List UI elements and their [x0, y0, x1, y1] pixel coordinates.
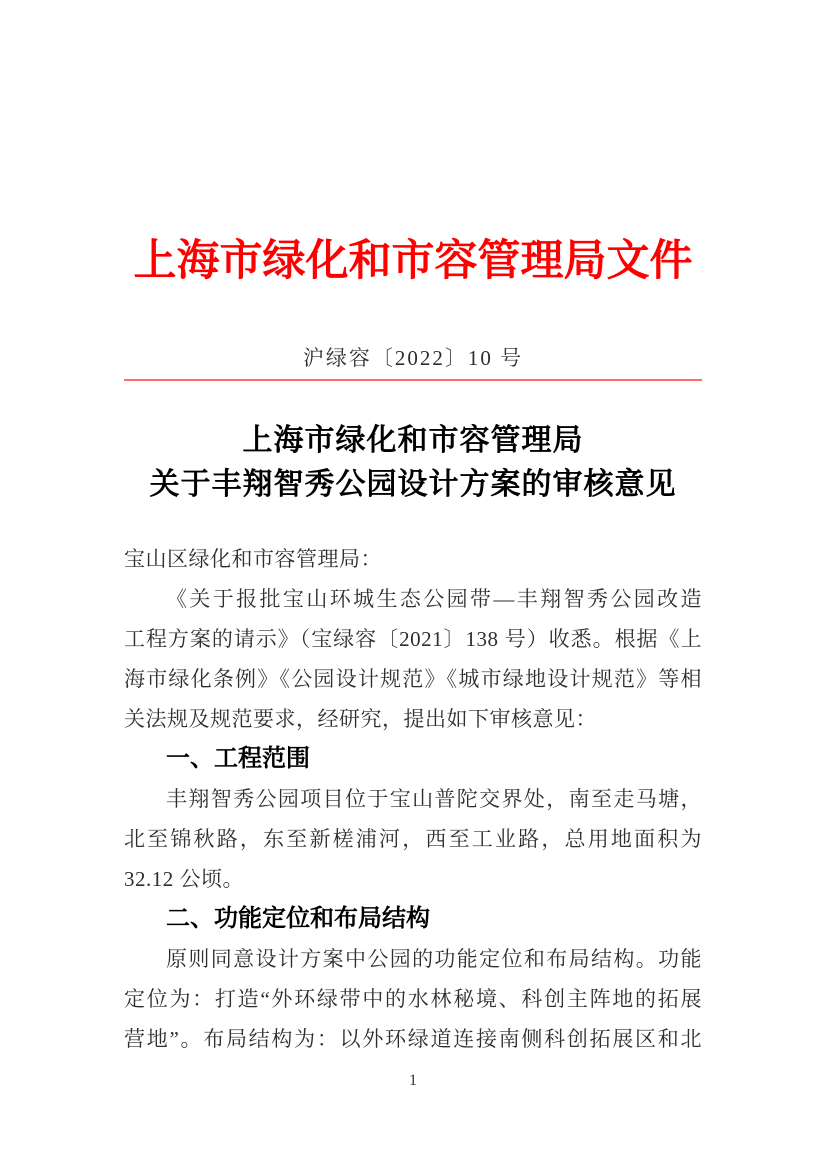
- document-body: [124, 539, 702, 1059]
- document-number: 沪绿容〔2022〕10 号: [302, 346, 524, 370]
- document-title-line1: 上海市绿化和市容管理局: [242, 424, 584, 457]
- body-line: 北至锦秋路，东至新槎浦河，西至工业路，总用地面积为: [124, 827, 702, 851]
- body-line: 关法规及规范要求，经研究，提出如下审核意见：: [124, 707, 597, 731]
- body-line: 32.12 公顷。: [124, 867, 244, 891]
- section-heading-1: 一、工程范围: [166, 745, 310, 772]
- body-line: 《关于报批宝山环城生态公园带—丰翔智秀公园改造: [166, 587, 702, 611]
- page-number: 1: [409, 1072, 417, 1089]
- body-line: 营地”。布局结构为：以外环绿道连接南侧科创拓展区和北: [124, 1027, 702, 1051]
- section-heading-2: 二、功能定位和布局结构: [166, 905, 430, 932]
- body-line: 海市绿化条例》《公园设计规范》《城市绿地设计规范》等相: [124, 667, 702, 691]
- salutation-line: 宝山区绿化和市容管理局：: [124, 547, 382, 571]
- body-line: 丰翔智秀公园项目位于宝山普陀交界处，南至走马塘，: [166, 787, 702, 811]
- body-line: 工程方案的请示》（宝绿容〔2021〕138 号）收悉。根据《上: [124, 627, 702, 651]
- document-title: [0, 419, 826, 507]
- red-separator-line: [124, 379, 702, 381]
- document-title-line2: 关于丰翔智秀公园设计方案的审核意见: [149, 468, 677, 501]
- body-line: 原则同意设计方案中公园的功能定位和布局结构。功能: [166, 947, 702, 971]
- document-header-banner: 上海市绿化和市容管理局文件: [133, 238, 693, 285]
- body-line: 定位为：打造“外环绿带中的水林秘境、科创主阵地的拓展: [124, 987, 702, 1011]
